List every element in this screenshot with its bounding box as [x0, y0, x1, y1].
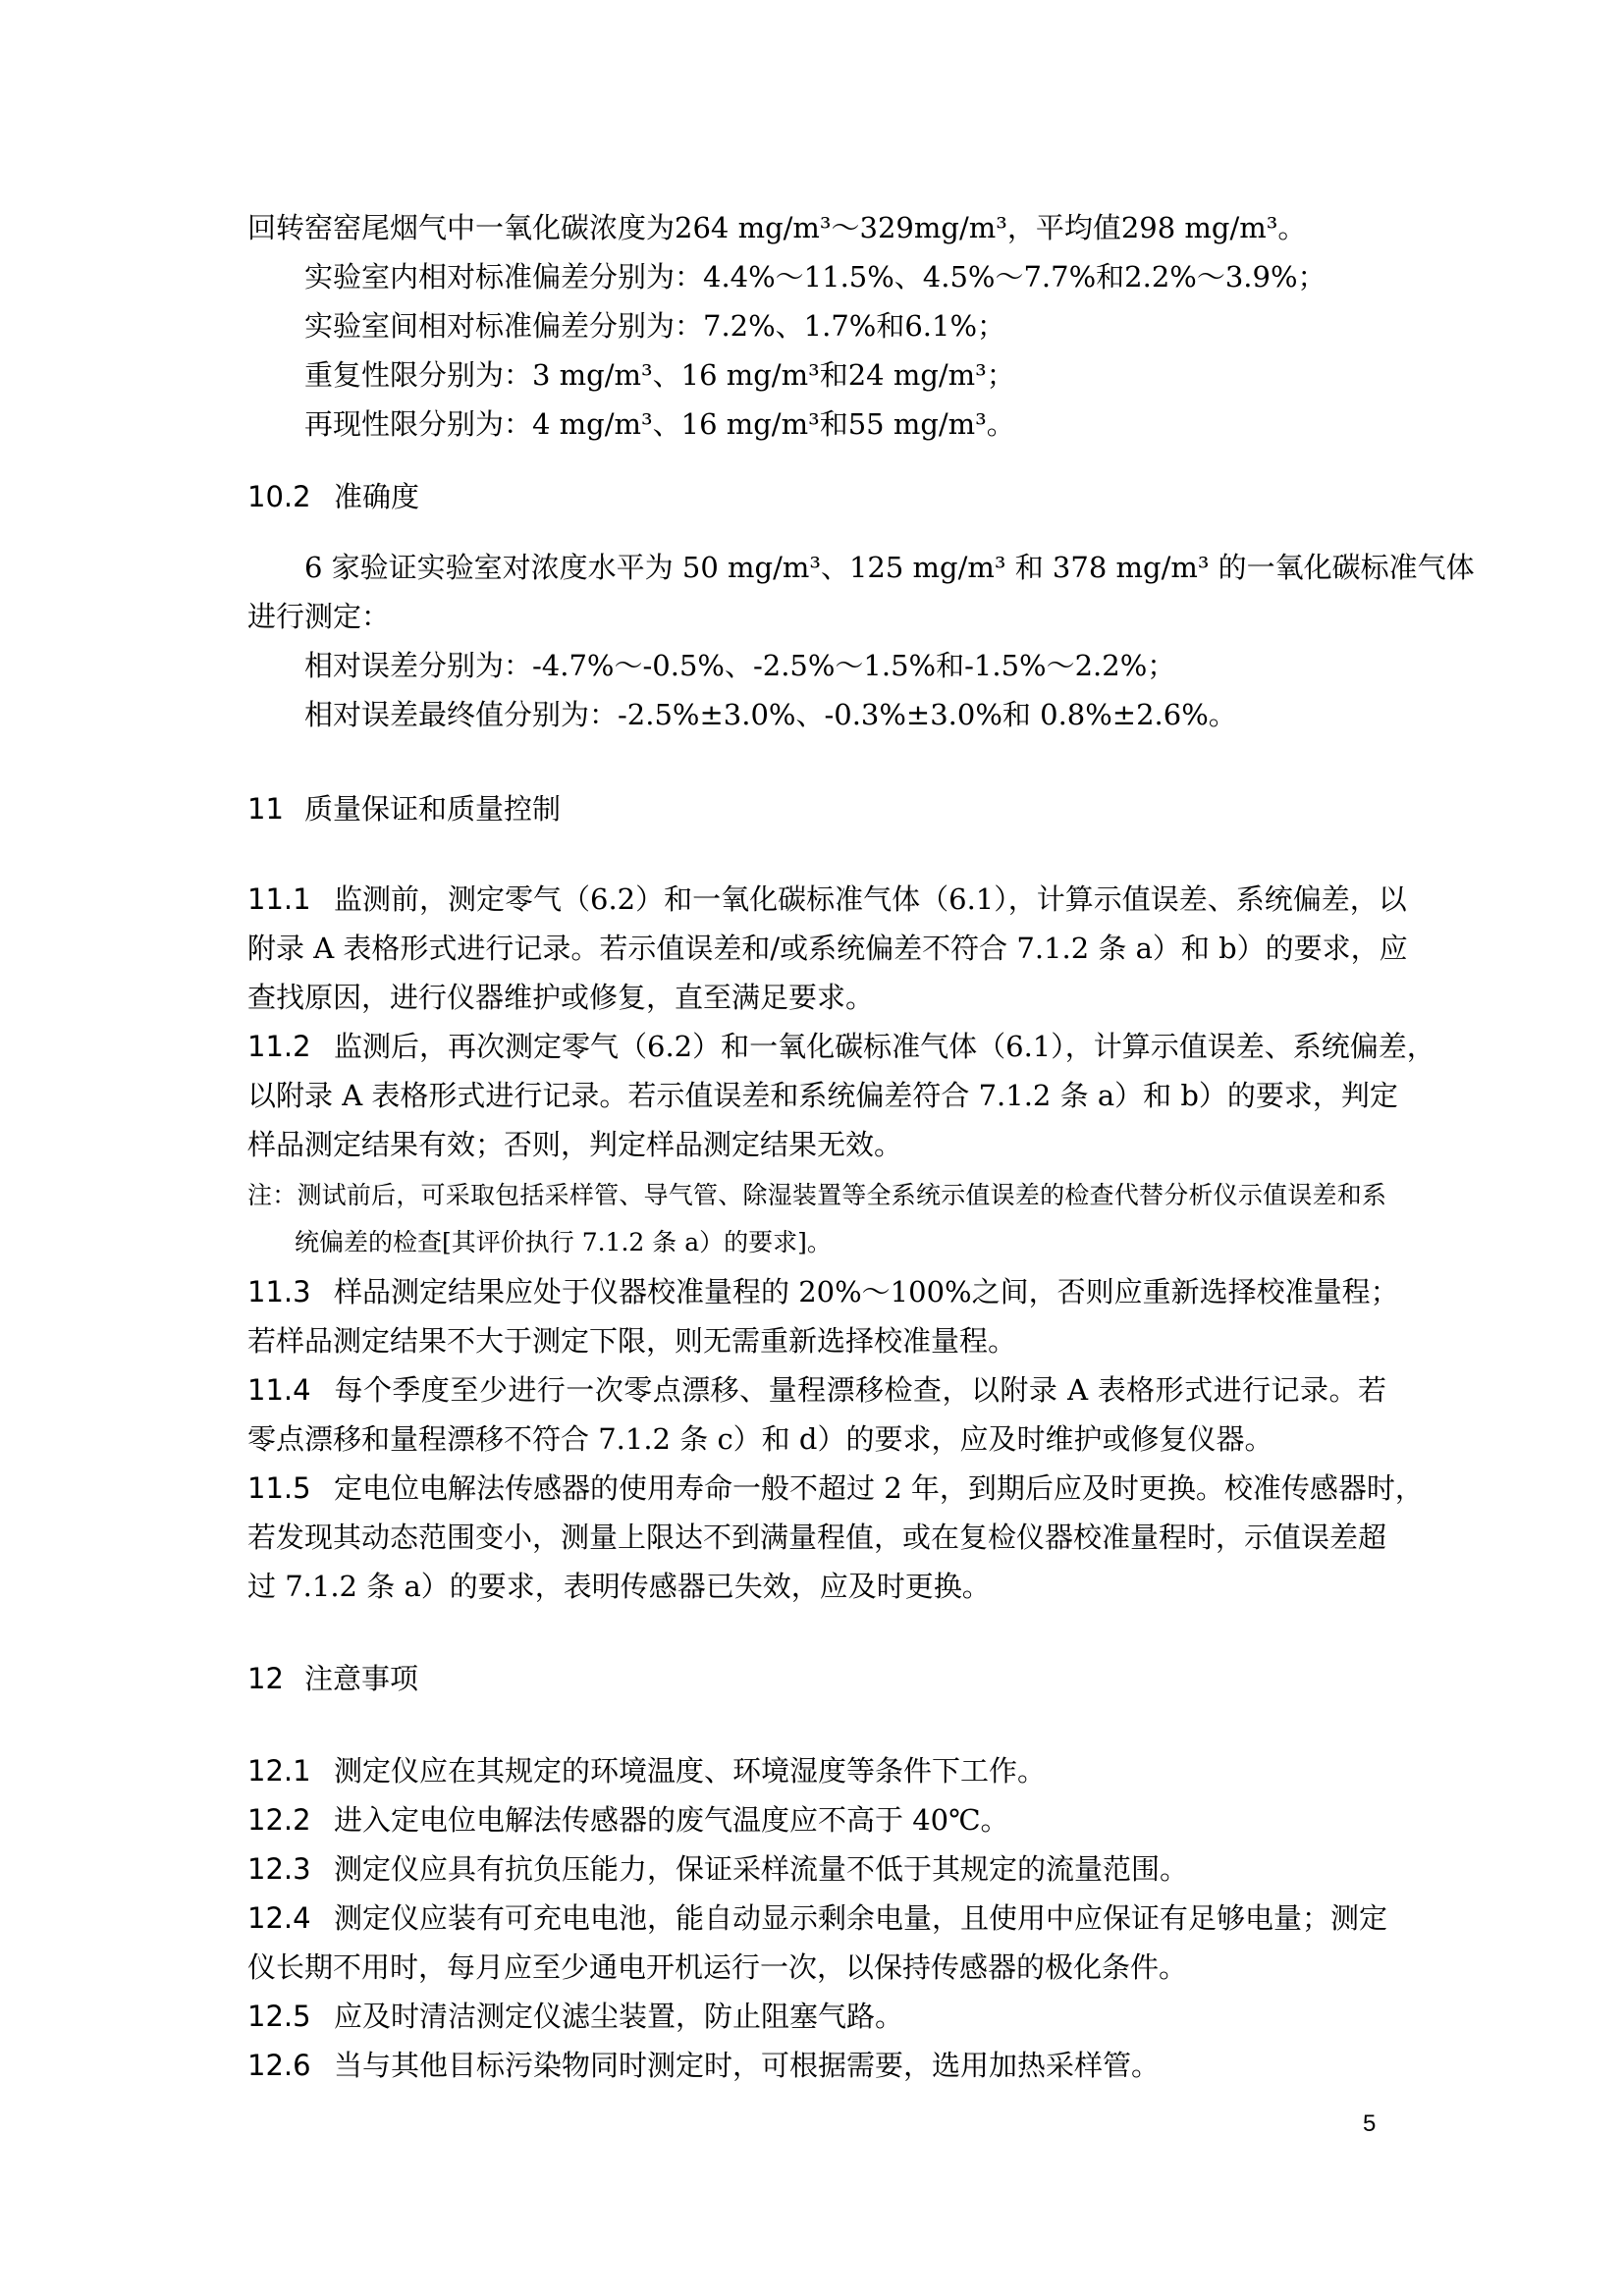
- list-item-12-3: [247, 1847, 1386, 1891]
- list-item-12-6: [247, 2044, 1386, 2087]
- para-line: 实验室间相对标准偏差分别为：7.2%、1.7%和6.1%；: [304, 309, 1006, 343]
- item-number: 12.6: [247, 2049, 311, 2082]
- item-number: 11.1: [247, 882, 311, 916]
- item-text: 应及时清洁测定仪滤尘装置，防止阻塞气路。: [334, 2000, 904, 2033]
- para-line: 仪长期不用时，每月应至少通电开机运行一次，以保持传感器的极化条件。: [247, 1950, 1188, 1984]
- para-line: 过 7.1.2 条 a）的要求，表明传感器已失效，应及时更换。: [247, 1570, 991, 1603]
- para-line: 相对误差分别为：-4.7%～-0.5%、-2.5%～1.5%和-1.5%～2.2%；: [304, 649, 1176, 682]
- para-line: 零点漂移和量程漂移不符合 7.1.2 条 c）和 d）的要求，应及时维护或修复仪器。: [247, 1422, 1273, 1456]
- note-line: 统偏差的检查[其评价执行 7.1.2 条 a）的要求]。: [295, 1228, 832, 1256]
- para-line: 样品测定结果有效；否则，判定样品测定结果无效。: [247, 1128, 903, 1161]
- para-line: 若发现其动态范围变小，测量上限达不到满量程值，或在复检仪器校准量程时，示值误差超: [247, 1521, 1387, 1554]
- list-item-12-2: [247, 1798, 1386, 1842]
- page-number: 5: [1363, 2110, 1377, 2137]
- list-item-11-2: [247, 1025, 1435, 1068]
- list-item-11-1: [247, 878, 1407, 921]
- item-text: 测定仪应具有抗负压能力，保证采样流量不低于其规定的流量范围。: [334, 1852, 1189, 1886]
- list-item-11-4: [247, 1368, 1386, 1412]
- item-number: 12.2: [247, 1803, 311, 1837]
- item-text: 当与其他目标污染物同时测定时，可根据需要，选用加热采样管。: [334, 2049, 1161, 2082]
- item-number: 12.3: [247, 1852, 311, 1886]
- item-number: 12.5: [247, 2000, 311, 2033]
- para-line: 以附录 A 表格形式进行记录。若示值误差和系统偏差符合 7.1.2 条 a）和 b）的要求，判定: [247, 1079, 1398, 1112]
- para-line: 查找原因，进行仪器维护或修复，直至满足要求。: [247, 981, 875, 1014]
- item-text: 测定仪应在其规定的环境温度、环境湿度等条件下工作。: [334, 1754, 1047, 1788]
- para-line: 相对误差最终值分别为：-2.5%±3.0%、-0.3%±3.0%和 0.8%±2.6%。: [304, 698, 1237, 731]
- section-title: 质量保证和质量控制: [304, 792, 562, 826]
- para-line: 回转窑窑尾烟气中一氧化碳浓度为264 mg/m³～329mg/m³，平均值298 mg/m³。: [247, 211, 1307, 244]
- section-number: 12: [247, 1662, 284, 1695]
- section-title: 注意事项: [304, 1662, 419, 1695]
- section-heading-11: [247, 787, 1386, 830]
- item-number: 11.2: [247, 1030, 311, 1063]
- para-line: 再现性限分别为：4 mg/m³、16 mg/m³和55 mg/m³。: [304, 407, 1015, 441]
- list-item-12-5: [247, 1995, 1386, 2038]
- para-line: 附录 A 表格形式进行记录。若示值误差和/或系统偏差不符合 7.1.2 条 a）和 b）的要求，应: [247, 932, 1408, 965]
- item-number: 12.4: [247, 1901, 311, 1935]
- item-text: 样品测定结果应处于仪器校准量程的 20%～100%之间，否则应重新选择校准量程；: [334, 1275, 1399, 1308]
- item-text: 监测后，再次测定零气（6.2）和一氧化碳标准气体（6.1），计算示值误差、系统偏差，: [334, 1030, 1435, 1063]
- list-item-12-1: [247, 1749, 1386, 1792]
- para-line: 6 家验证实验室对浓度水平为 50 mg/m³、125 mg/m³ 和 378 mg/m³ 的一氧化碳标准气体: [304, 551, 1475, 584]
- para-line: 若样品测定结果不大于测定下限，则无需重新选择校准量程。: [247, 1324, 1017, 1358]
- list-item-11-3: [247, 1270, 1399, 1313]
- list-item-12-4: [247, 1896, 1386, 1940]
- item-number: 11.4: [247, 1373, 311, 1407]
- item-number: 11.3: [247, 1275, 311, 1308]
- para-line: 进行测定：: [247, 600, 391, 633]
- item-text: 定电位电解法传感器的使用寿命一般不超过 2 年，到期后应及时更换。校准传感器时，: [334, 1471, 1424, 1505]
- para-line: 实验室内相对标准偏差分别为：4.4%～11.5%、4.5%～7.7%和2.2%～3.9%；: [304, 260, 1326, 294]
- item-text: 监测前，测定零气（6.2）和一氧化碳标准气体（6.1），计算示值误差、系统偏差，以: [334, 882, 1407, 916]
- item-number: 12.1: [247, 1754, 311, 1788]
- item-text: 进入定电位电解法传感器的废气温度应不高于 40℃。: [334, 1803, 1009, 1837]
- section-heading-10-2: [247, 475, 1386, 518]
- item-number: 11.5: [247, 1471, 311, 1505]
- note-line: 注：测试前后，可采取包括采样管、导气管、除湿装置等全系统示值误差的检查代替分析仪示值误差和系: [247, 1181, 1386, 1209]
- list-item-11-5: [247, 1467, 1424, 1510]
- item-text: 测定仪应装有可充电电池，能自动显示剩余电量，且使用中应保证有足够电量；测定: [334, 1901, 1388, 1935]
- section-title: 准确度: [334, 480, 420, 513]
- para-line: 重复性限分别为：3 mg/m³、16 mg/m³和24 mg/m³；: [304, 358, 1015, 392]
- section-heading-12: [247, 1657, 1386, 1700]
- section-number: 11: [247, 792, 284, 826]
- section-number: 10.2: [247, 480, 311, 513]
- item-text: 每个季度至少进行一次零点漂移、量程漂移检查，以附录 A 表格形式进行记录。若: [334, 1373, 1386, 1407]
